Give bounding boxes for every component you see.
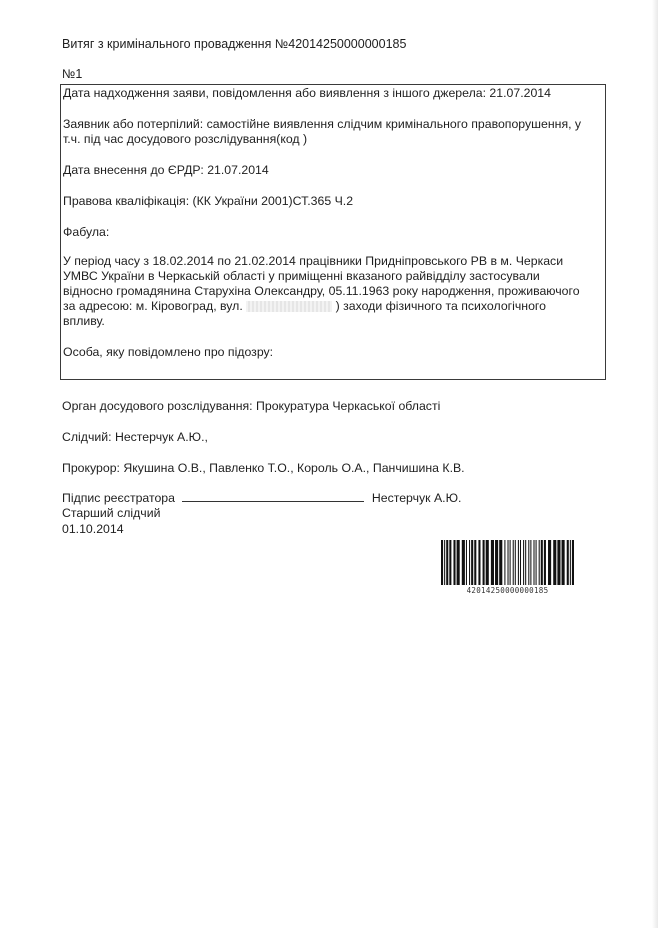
scan-edge-shadow [652, 0, 658, 928]
barcode-bar [457, 540, 460, 585]
barcode-bar [499, 540, 502, 585]
applicant [63, 117, 601, 147]
signature-line [182, 490, 364, 502]
legal-qualification: Правова кваліфікація: (КК України 2001)СТ.365 Ч.2 [63, 194, 354, 208]
barcode-bar [495, 540, 498, 585]
barcode-bar [518, 540, 519, 585]
fabula-line-4b: ) заходи фізичного та психологічного [335, 299, 546, 313]
entry-number: №1 [62, 67, 83, 81]
barcode-bar [486, 540, 489, 585]
barcode-bar [471, 540, 473, 585]
barcode-bar [570, 540, 571, 585]
barcode-bar [453, 540, 455, 585]
barcode-bar [513, 540, 514, 585]
applicant-line-2: т.ч. під час досудового розслідування(код ) [63, 132, 308, 146]
redacted-address [246, 301, 332, 312]
barcode-bar [449, 540, 451, 585]
barcode-bar [523, 540, 524, 585]
barcode-bar [444, 540, 445, 585]
fabula-label: Фабула: [63, 225, 110, 239]
case-details-box [60, 84, 606, 380]
fabula-line-4a: за адресою: м. Кіровоград, вул. [63, 299, 243, 313]
barcode-bar [528, 540, 529, 585]
barcode-bar [562, 540, 565, 585]
barcode-number: 42014250000000185 [466, 586, 549, 595]
barcode-bar [441, 540, 443, 585]
barcode-bar [504, 540, 505, 585]
barcode-bar [474, 540, 476, 585]
barcode-bar [446, 540, 448, 585]
document-title: Витяг з кримінального провадження №42014250000000185 [62, 37, 407, 51]
barcode-bar [491, 540, 494, 585]
suspect-label: Особа, яку повідомлено про підозру: [63, 345, 274, 359]
barcode-bar [508, 540, 509, 585]
barcode-bar [553, 540, 556, 585]
fabula-line-1: У період часу з 18.02.2014 по 21.02.2014 працівники Придніпровського РВ в м. Черкаси [63, 254, 564, 268]
erdr-date: Дата внесення до ЄРДР: 21.07.2014 [63, 163, 269, 177]
received-date: Дата надходження заяви, повідомлення або виявлення з іншого джерела: 21.07.2014 [63, 86, 551, 100]
barcode-bar [572, 540, 574, 585]
registrar-signature-row [62, 490, 461, 505]
barcode-bar [483, 540, 485, 585]
fabula-line-5: впливу. [63, 314, 105, 328]
fabula-text [63, 254, 601, 329]
fabula-line-2: УМВС України в Черкаській області у приміщенні вказаного райвідділу застосували [63, 269, 540, 283]
barcode-bar [557, 540, 560, 585]
barcode-bar [536, 540, 537, 585]
barcode-bar [567, 540, 569, 585]
registrar-name: Нестерчук А.Ю. [371, 491, 462, 505]
barcode-bar [462, 540, 465, 585]
applicant-line-1: Заявник або потерпілий: самостійне виявлення слідчим кримінального правопорушення, у [63, 117, 582, 131]
barcode-bar [510, 540, 511, 585]
barcode-bar [525, 540, 526, 585]
registrar-label: Підпис реєстратора [62, 491, 175, 505]
registrar-position: Старший слідчий [62, 506, 161, 520]
barcode-bar [533, 540, 534, 585]
barcode-bar [530, 540, 531, 585]
barcode [441, 540, 574, 595]
barcode-bar [478, 540, 480, 585]
barcode-bar [544, 540, 546, 585]
barcode-bar [515, 540, 516, 585]
prosecutor: Прокурор: Якушина О.В., Павленко Т.О., Король О.А., Панчишина К.В. [62, 461, 465, 475]
barcode-bar [541, 540, 543, 585]
document-date: 01.10.2014 [62, 522, 124, 536]
fabula-line-3: відносно громадянина Старухіна Олександру, 05.11.1963 року народження, проживаючого [63, 284, 580, 298]
barcode-bars [441, 540, 574, 585]
barcode-bar [469, 540, 470, 585]
investigation-body: Орган досудового розслідування: Прокуратура Черкаської області [62, 399, 441, 413]
barcode-bar [548, 540, 551, 585]
barcode-bar [466, 540, 467, 585]
investigator: Слідчий: Нестерчук А.Ю., [62, 430, 208, 444]
barcode-bar [520, 540, 521, 585]
barcode-bar [539, 540, 540, 585]
